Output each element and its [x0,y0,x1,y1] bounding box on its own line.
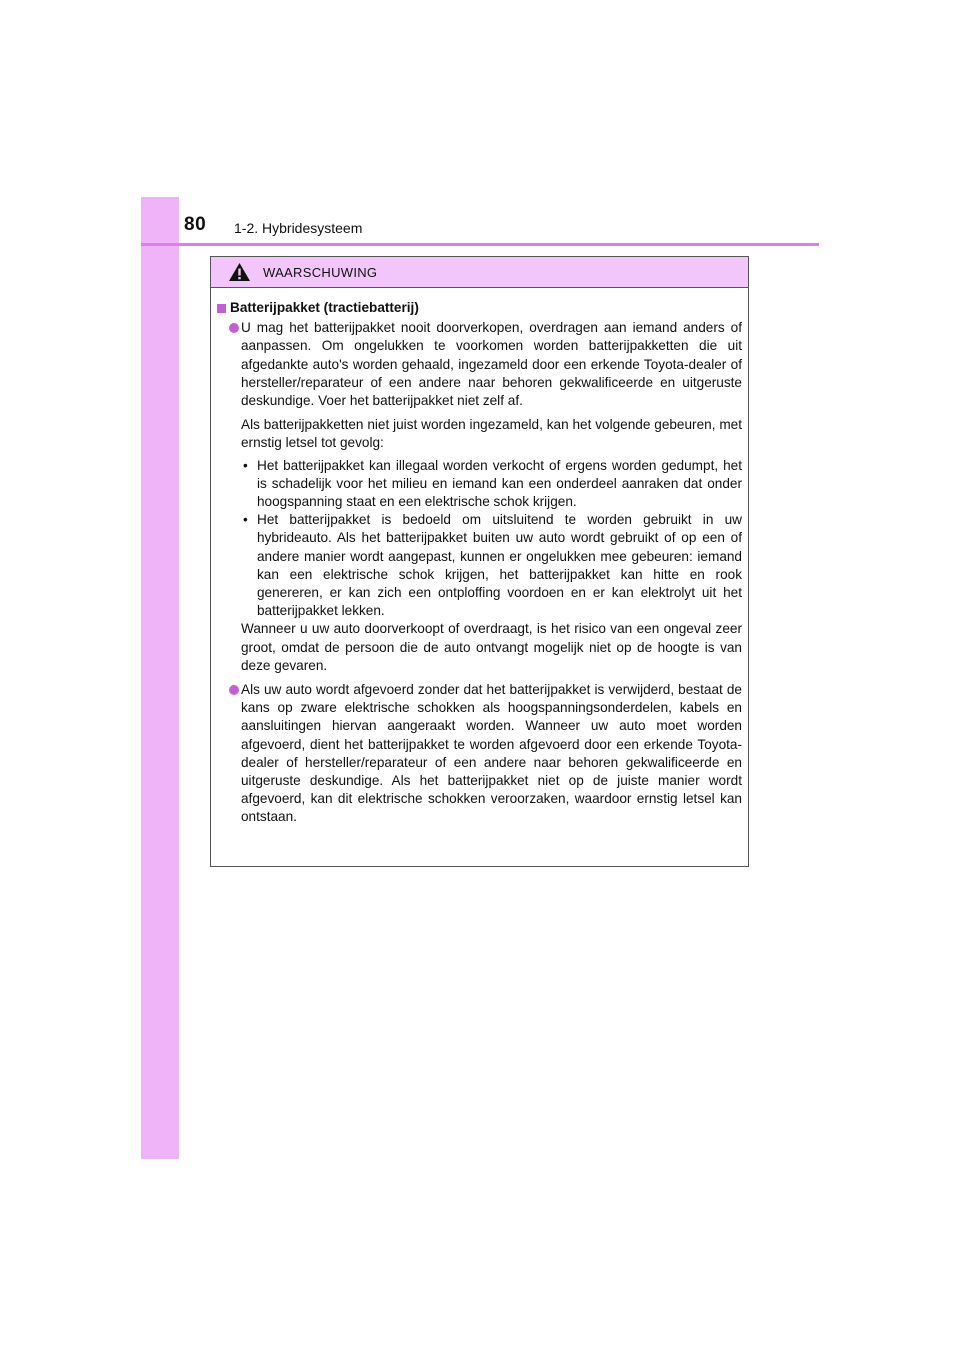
warning-subheading [216,299,742,317]
bullet-1-paragraph-2: Als batterijpakketten niet juist worden ingezameld, kan het volgende gebeuren, met ernstig letsel tot gevolg: [241,417,742,451]
warning-body [211,288,748,827]
warning-title: WAARSCHUWING [263,264,378,280]
chapter-side-tab [141,197,179,1159]
consequence-item: • Het batterijpakket is bedoeld om uitsluitend te worden gebruikt in uw hybrideauto. Als het batterijpakket buiten uw auto wordt gebruikt of op een of andere manier wordt aangepast, kunnen er ongelukken mee gebeuren: iemand kan een elektrische schok krijgen, het batterijpakket kan hitte en rook genereren, er kan zich een ontploffing voordoen en er kan elektrolyt uit het batterijpakket lekken. [241,511,742,620]
bullet-item [216,681,742,827]
square-bullet-icon [217,304,226,313]
subheading-text: Batterijpakket (tractiebatterij) [230,300,419,315]
bullet-1-text: U mag het batterijpakket nooit doorverkopen, overdragen aan iemand anders of aanpassen. Om ongelukken te voorkomen worden batterijpakketten die uit afgedankte auto's worden gehaald, ingezameld door een erkende Toyota-dealer of hersteller/reparateur of een andere naar behoren gekwalificeerde en uitgeruste deskundige. Voer het batterijpakket niet zelf af. [241,320,742,409]
consequence-list [216,457,742,621]
round-bullet-icon [229,323,239,333]
warning-header [211,257,748,288]
header-rule [141,243,819,246]
bullet-1-paragraph-3: Wanneer u uw auto doorverkoopt of overdraagt, is het risico van een ongeval zeer groot, omdat de persoon die de auto ontvangt mogelijk niet op de hoogte is van deze gevaren. [241,621,742,673]
warning-triangle-icon [228,262,251,282]
bullet-2-text: Als uw auto wordt afgevoerd zonder dat het batterijpakket is verwijderd, bestaat de kans op zware elektrische schokken als hoogspanningsonderdelen, kabels en aansluitingen hiervan aangeraakt worden. Wanneer uw auto moet worden afgevoerd, dient het batterijpakket te worden afgevoerd door een erkende Toyota-dealer of hersteller/reparateur of een andere naar behoren gekwalificeerde en uitgeruste deskundige. Als het batterijpakket niet op de juiste manier wordt afgevoerd, kan dit elektrische schokken veroorzaken, waardoor ernstig letsel kan ontstaan. [241,682,742,825]
warning-box [210,256,749,867]
section-title: 1-2. Hybridesysteem [234,220,363,236]
page-number: 80 [184,214,207,235]
round-bullet-icon [229,685,239,695]
consequence-item: • Het batterijpakket kan illegaal worden verkocht of ergens worden gedumpt, het is schadelijk voor het milieu en iemand kan een onderdeel aanraken dat onder hoogspanning staat en een elektrische schok krijgen. [241,457,742,512]
bullet-item [216,319,742,410]
